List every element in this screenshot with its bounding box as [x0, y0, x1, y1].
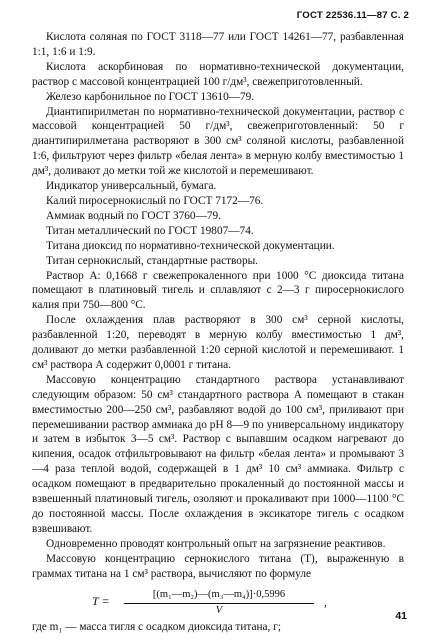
paragraph: Титан металлический по ГОСТ 19807—74.	[46, 224, 254, 237]
document-body	[32, 30, 404, 634]
formula-numerator: [(m₁—m₂)—(m₃—m₄)]·0,5996	[124, 588, 314, 605]
paragraph: Раствор А: 0,1668 г свежепрокаленного при 1000 °С диоксида титана помещают в платиновый тигель и сплавляют с 2—3 г пиросернокислого калия при 750—800 °С.	[32, 269, 404, 312]
paragraph: Титана диоксид по нормативно-технической документации.	[46, 239, 335, 252]
paragraph: Титан сернокислый, стандартные растворы.	[46, 254, 259, 267]
paragraph: После охлаждения плав растворяют в 300 см³ серной кислоты, разбавленной 1:20, переводят в мерную колбу вместимостью 1 дм³, доливают до метки разбавленной 1:20 серной кислотой и перемешивают. 1 см³ раствора А содержит 0,0001 г титана.	[32, 314, 404, 371]
formula-denominator: V	[215, 605, 223, 617]
paragraph: Железо карбонильное по ГОСТ 13610—79.	[46, 90, 255, 103]
formula-legend: где m₁ — масса тигля с осадком диоксида титана, г;	[32, 620, 281, 633]
page-header: ГОСТ 22536.11—87 С. 2	[296, 10, 409, 21]
paragraph: Аммиак водный по ГОСТ 3760—79.	[46, 209, 221, 222]
paragraph: Калий пиросернокислый по ГОСТ 7172—76.	[46, 194, 264, 207]
formula-trail: ,	[324, 596, 327, 609]
paragraph: Диантипирилметан по нормативно-технической документации, раствор с массовой концентрацией 50 г/дм³, свежеприготовленный: 50 г диантипирилметана растворяют в 300 см³ соляной кислоты, разбавленной 1:6, фильтруют через фильтр «белая лента» в мерную колбу вместимостью 1 дм³, доливают до метки той же кислотой и перемешивают.	[32, 105, 404, 178]
formula	[32, 588, 404, 617]
paragraph: Индикатор универсальный, бумага.	[46, 180, 217, 193]
paragraph: Кислота соляная по ГОСТ 3118—77 или ГОСТ 14261—77, разбавленная 1:1, 1:6 и 1:9.	[32, 31, 404, 58]
paragraph: Массовую концентрацию сернокислого титана (T), выраженную в граммах титана на 1 см³ раствора, вычисляют по формуле	[32, 552, 404, 580]
paragraph: Одновременно проводят контрольный опыт на загрязнение реактивов.	[46, 537, 386, 550]
paragraph: Кислота аскорбиновая по нормативно-технической документации, раствор с массовой концентрацией 100 г/дм³, свежеприготовленный.	[32, 60, 404, 88]
paragraph: Массовую концентрацию стандартного раствора устанавливают следующим образом: 50 см³ стандартного раствора А помещают в стакан вместимостью 200—250 см³, разбавляют водой до 100 см³, приливают при перемешивании раствор аммиака до рН 8—9 по универсальному индикатору и затем в избыток 3—5 см³. Раствор с выпавшим осадком нагревают до кипения, осадок отфильтровывают на фильтр «белая лента» и промывают 3—4 раза теплой водой, содержащей в 1 дм³ 10 см³ аммиака. Фильтр с осадком помещают в предварительно прокаленный до постоянной массы и взвешенный платиновый тигель, озоляют и прокаливают при 1000—1100 °С до постоянной массы. После охлаждения в эксикаторе тигель с осадком взвешивают.	[32, 373, 404, 535]
formula-fraction	[124, 588, 314, 620]
formula-lhs: T =	[92, 593, 110, 608]
page-number: 41	[395, 610, 407, 622]
